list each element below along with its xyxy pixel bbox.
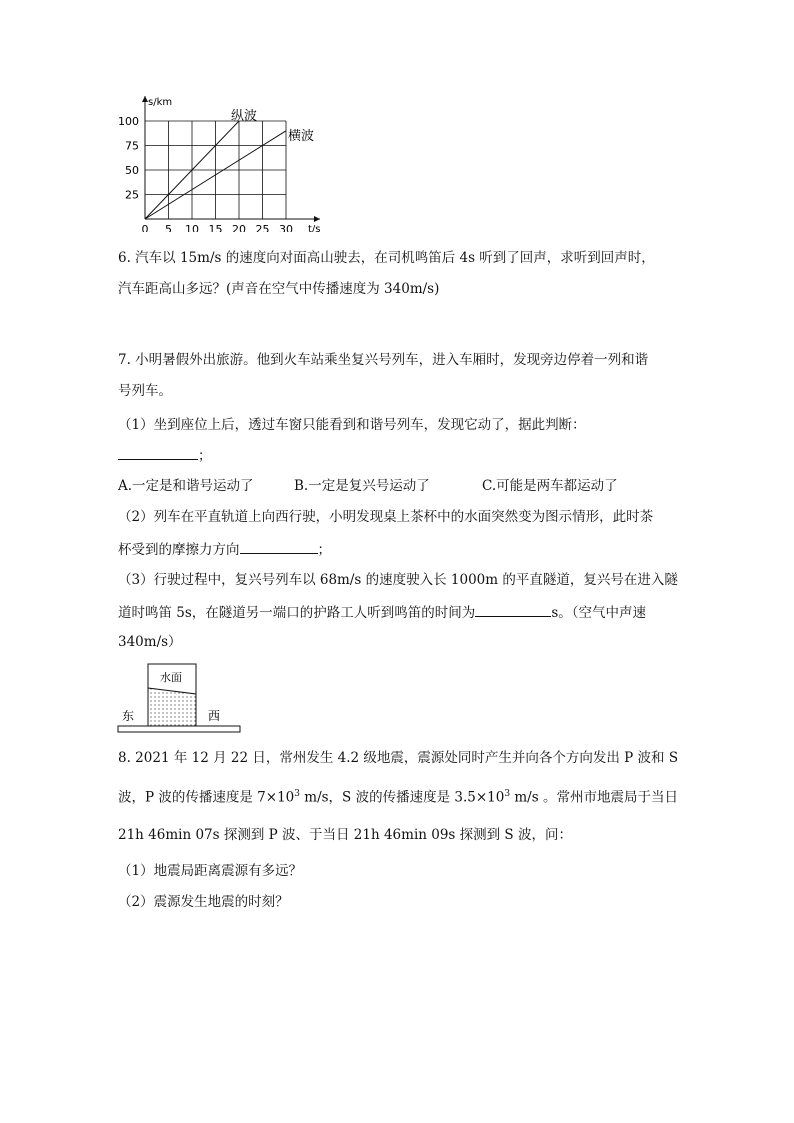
q8-sub1: （1）地震局距离震源有多远？ xyxy=(118,863,303,879)
q6-line-2: 汽车距高山多远？(声音在空气中传播速度为 340m/s) xyxy=(118,281,440,297)
x-tick-labels xyxy=(142,223,294,232)
q7-sub1-answer-row xyxy=(118,445,212,465)
y-tick-labels xyxy=(118,115,139,202)
q7-line-2: 号列车。 xyxy=(118,383,172,399)
x-tick-label: 20 xyxy=(232,223,246,232)
west-label: 西 xyxy=(208,709,221,723)
q8-exponent-1: 3 xyxy=(294,789,300,799)
x-axis-label: t/s xyxy=(308,224,321,232)
q7-sub3-line-3: 340m/s） xyxy=(118,634,182,650)
q8-line-1: 8. 2021 年 12 月 22 日，常州发生 4.2 级地震，震源处同时产生并向各个方向发出 P 波和 S xyxy=(118,750,679,766)
table-surface xyxy=(118,726,240,732)
q7-sub3-line-2 xyxy=(118,602,646,622)
q7-option-b: B.一定是复兴号运动了 xyxy=(294,478,430,494)
y-tick-label: 100 xyxy=(118,115,139,128)
x-tick-label: 0 xyxy=(141,223,149,232)
y-tick-label: 25 xyxy=(125,188,139,202)
q7-sub2-line-1: （2）列车在平直轨道上向西行驶，小明发现桌上茶杯中的水面突然变为图示情形，此时茶 xyxy=(118,509,654,525)
graph-grid xyxy=(145,121,286,219)
q7-sub3-end: s。（空气中声速 xyxy=(551,605,646,621)
distance-time-graph xyxy=(110,92,340,232)
q7-sub2-answer-blank[interactable] xyxy=(240,539,318,554)
water-surface xyxy=(148,688,196,726)
tea-cup-figure xyxy=(114,660,244,736)
east-label: 东 xyxy=(122,709,135,723)
q7-sub1-line-1: （1）坐到座位上后，透过车窗只能看到和谐号列车，发现它动了，据此判断： xyxy=(118,417,586,433)
q7-sub1-answer-blank[interactable] xyxy=(118,445,198,460)
q7-sub1-end: ； xyxy=(198,448,212,464)
q7-sub2-text: 杯受到的摩擦力方向 xyxy=(118,542,240,558)
q7-option-a: A.一定是和谐号运动了 xyxy=(118,478,254,494)
y-axis-label: s/km xyxy=(148,97,173,108)
q8-line-2 xyxy=(118,785,678,807)
x-tick-label: 15 xyxy=(208,223,223,232)
x-tick-label: 25 xyxy=(255,223,270,232)
x-tick-label: 30 xyxy=(279,223,293,232)
water-label: 水面 xyxy=(160,671,182,684)
q7-sub3-answer-blank[interactable] xyxy=(475,602,551,617)
q8-line2-part-a: 波，P 波的传播速度是 7×10 xyxy=(118,789,295,806)
q7-line-1: 7. 小明暑假外出旅游。他到火车站乘坐复兴号列车，进入车厢时，发现旁边停着一列和谐 xyxy=(118,352,649,368)
y-tick-label: 75 xyxy=(125,139,139,153)
q7-sub3-line-1: （3）行驶过程中，复兴号列车以 68m/s 的速度驶入长 1000m 的平直隧道，复兴号在进入隧 xyxy=(118,572,678,588)
q8-line-3: 21h 46min 07s 探测到 P 波、于当日 21h 46min 09s 探测到 S 波，问： xyxy=(118,827,572,843)
q7-sub2-end: ； xyxy=(317,542,331,558)
series-label-transverse: 横波 xyxy=(288,129,315,144)
y-tick-label: 50 xyxy=(125,164,139,177)
q6-line-1: 6. 汽车以 15m/s 的速度向对面高山驶去，在司机鸣笛后 4s 听到了回声，求听到回声时， xyxy=(118,250,655,266)
x-tick-label: 10 xyxy=(185,223,199,232)
x-tick-label: 5 xyxy=(165,223,172,232)
q8-line2-part-b: m/s，S 波的传播速度是 3.5×10 xyxy=(299,789,505,806)
q7-option-c: C.可能是两车都运动了 xyxy=(482,478,618,494)
q8-line2-part-c: m/s 。常州市地震局于当日 xyxy=(510,789,678,806)
q7-sub3-text: 道时鸣笛 5s，在隧道另一端口的护路工人听到鸣笛的时间为 xyxy=(118,605,476,621)
q8-exponent-2: 3 xyxy=(504,789,511,799)
series-label-longitudinal: 纵波 xyxy=(231,109,258,124)
q8-sub2: （2）震源发生地震的时刻？ xyxy=(118,894,289,910)
q7-sub2-line-2 xyxy=(118,539,331,559)
